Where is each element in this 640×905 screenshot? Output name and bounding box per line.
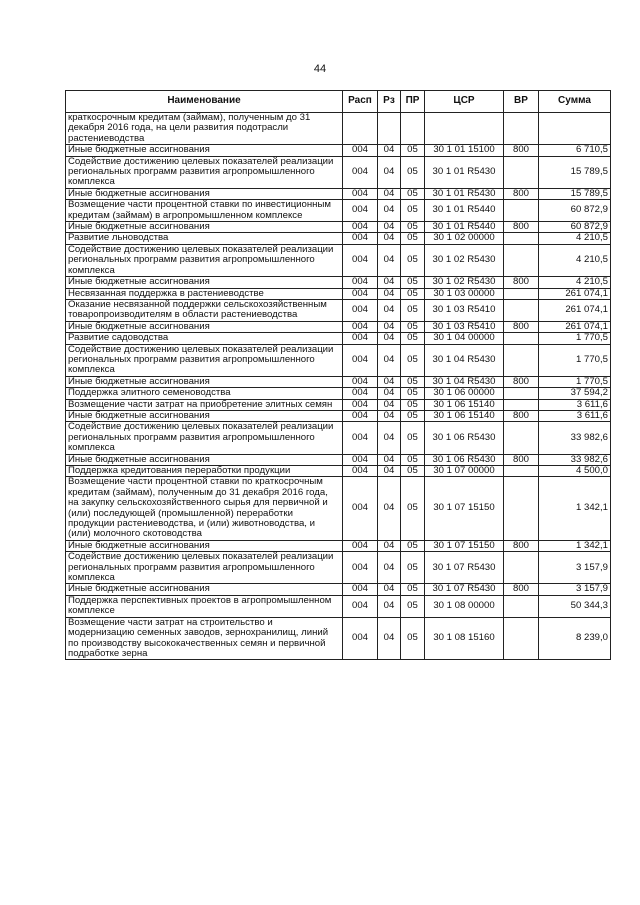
cell-rz: 04 — [378, 277, 401, 288]
cell-sum: 8 239,0 — [539, 617, 611, 660]
cell-vr: 800 — [504, 145, 539, 156]
cell-vr: 800 — [504, 188, 539, 199]
cell-sum: 3 157,9 — [539, 584, 611, 595]
cell-csr: 30 1 01 R5430 — [425, 156, 504, 188]
cell-rasp: 004 — [343, 454, 378, 465]
cell-sum: 4 210,5 — [539, 244, 611, 276]
cell-rz: 04 — [378, 344, 401, 376]
cell-vr: 800 — [504, 277, 539, 288]
cell-csr: 30 1 08 15160 — [425, 617, 504, 660]
cell-vr: 800 — [504, 321, 539, 332]
cell-rasp: 004 — [343, 277, 378, 288]
cell-sum: 15 789,5 — [539, 188, 611, 199]
cell-name: Возмещение части затрат на приобретение элитных семян — [66, 399, 343, 410]
cell-rz: 04 — [378, 200, 401, 222]
table-row — [66, 200, 611, 222]
cell-rasp: 004 — [343, 540, 378, 551]
cell-rasp: 004 — [343, 410, 378, 421]
cell-name: Иные бюджетные ассигнования — [66, 145, 343, 156]
cell-rz: 04 — [378, 399, 401, 410]
cell-vr: 800 — [504, 222, 539, 233]
header-name: Наименование — [66, 91, 343, 113]
cell-vr — [504, 233, 539, 244]
cell-rasp: 004 — [343, 399, 378, 410]
table-row — [66, 222, 611, 233]
cell-csr: 30 1 07 15150 — [425, 540, 504, 551]
cell-pr: 05 — [401, 399, 425, 410]
header-csr: ЦСР — [425, 91, 504, 113]
cell-name: Содействие достижению целевых показателей реализации региональных программ развития агропромышленного комплекса — [66, 244, 343, 276]
table-row — [66, 113, 611, 145]
header-rz: Рз — [378, 91, 401, 113]
cell-vr — [504, 466, 539, 477]
cell-vr — [504, 477, 539, 540]
table-row — [66, 584, 611, 595]
cell-rz — [378, 113, 401, 145]
table-row — [66, 376, 611, 387]
header-sum: Сумма — [539, 91, 611, 113]
cell-vr: 800 — [504, 540, 539, 551]
cell-rasp: 004 — [343, 222, 378, 233]
cell-csr: 30 1 07 R5430 — [425, 584, 504, 595]
cell-sum: 261 074,1 — [539, 299, 611, 321]
table-row — [66, 299, 611, 321]
table-row — [66, 288, 611, 299]
cell-rasp: 004 — [343, 145, 378, 156]
cell-sum: 4 210,5 — [539, 233, 611, 244]
cell-pr: 05 — [401, 410, 425, 421]
cell-name: Иные бюджетные ассигнования — [66, 584, 343, 595]
cell-sum: 60 872,9 — [539, 200, 611, 222]
cell-rz: 04 — [378, 288, 401, 299]
cell-sum: 1 342,1 — [539, 540, 611, 551]
cell-vr — [504, 617, 539, 660]
table-row — [66, 145, 611, 156]
cell-rz: 04 — [378, 156, 401, 188]
cell-rz: 04 — [378, 477, 401, 540]
table-row — [66, 552, 611, 584]
cell-name: Возмещение части процентной ставки по краткосрочным кредитам (займам), полученным до 31 декабря 2016 года, на закупку сельскохозяйственного сырья для первичной и (или) последующей (промышленной) переработки продукции растениеводства, и (или) животноводства, и (или) молочного скотоводства — [66, 477, 343, 540]
cell-csr: 30 1 01 R5430 — [425, 188, 504, 199]
cell-csr: 30 1 03 R5410 — [425, 299, 504, 321]
table-row — [66, 454, 611, 465]
cell-vr — [504, 200, 539, 222]
cell-rasp: 004 — [343, 584, 378, 595]
cell-rz: 04 — [378, 584, 401, 595]
cell-rz: 04 — [378, 388, 401, 399]
cell-name: Оказание несвязанной поддержки сельскохозяйственным товаропроизводителям в области растениеводства — [66, 299, 343, 321]
cell-csr: 30 1 01 R5440 — [425, 222, 504, 233]
cell-csr: 30 1 03 00000 — [425, 288, 504, 299]
cell-name: Иные бюджетные ассигнования — [66, 410, 343, 421]
cell-rz: 04 — [378, 188, 401, 199]
cell-rz: 04 — [378, 466, 401, 477]
table-row — [66, 410, 611, 421]
cell-vr — [504, 299, 539, 321]
cell-pr: 05 — [401, 344, 425, 376]
cell-rasp: 004 — [343, 344, 378, 376]
cell-csr: 30 1 06 15140 — [425, 410, 504, 421]
table-row — [66, 388, 611, 399]
cell-csr: 30 1 02 R5430 — [425, 277, 504, 288]
cell-rz: 04 — [378, 333, 401, 344]
cell-rz: 04 — [378, 540, 401, 551]
cell-name: Возмещение части затрат на строительство и модернизацию семенных заводов, зернохранилищ, линий по производству высококачественных семян и первичной подработке зерна — [66, 617, 343, 660]
cell-rasp: 004 — [343, 233, 378, 244]
cell-rz: 04 — [378, 454, 401, 465]
cell-pr: 05 — [401, 145, 425, 156]
cell-csr: 30 1 02 00000 — [425, 233, 504, 244]
cell-pr: 05 — [401, 244, 425, 276]
cell-sum: 33 982,6 — [539, 454, 611, 465]
cell-sum: 6 710,5 — [539, 145, 611, 156]
cell-rasp: 004 — [343, 552, 378, 584]
table-row — [66, 233, 611, 244]
cell-csr: 30 1 07 15150 — [425, 477, 504, 540]
cell-pr: 05 — [401, 188, 425, 199]
table-row — [66, 188, 611, 199]
cell-sum: 60 872,9 — [539, 222, 611, 233]
cell-rasp: 004 — [343, 595, 378, 617]
cell-rz: 04 — [378, 244, 401, 276]
cell-sum: 4 500,0 — [539, 466, 611, 477]
cell-pr: 05 — [401, 299, 425, 321]
cell-pr: 05 — [401, 617, 425, 660]
table-row — [66, 333, 611, 344]
cell-sum: 261 074,1 — [539, 288, 611, 299]
cell-sum: 1 342,1 — [539, 477, 611, 540]
cell-name: Иные бюджетные ассигнования — [66, 540, 343, 551]
cell-pr: 05 — [401, 376, 425, 387]
table-row — [66, 244, 611, 276]
page-number: 44 — [313, 63, 327, 75]
cell-rz: 04 — [378, 552, 401, 584]
cell-name: Развитие садоводства — [66, 333, 343, 344]
cell-rz: 04 — [378, 617, 401, 660]
cell-vr — [504, 595, 539, 617]
cell-vr: 800 — [504, 376, 539, 387]
table-row — [66, 277, 611, 288]
cell-vr — [504, 422, 539, 454]
table-row — [66, 321, 611, 332]
cell-name: Поддержка перспективных проектов в агропромышленном комплексе — [66, 595, 343, 617]
cell-rasp — [343, 113, 378, 145]
cell-csr: 30 1 06 15140 — [425, 399, 504, 410]
cell-pr: 05 — [401, 477, 425, 540]
cell-name: Содействие достижению целевых показателей реализации региональных программ развития агропромышленного комплекса — [66, 552, 343, 584]
cell-rz: 04 — [378, 233, 401, 244]
cell-pr: 05 — [401, 454, 425, 465]
header-rasp: Расп — [343, 91, 378, 113]
cell-name: Несвязанная поддержка в растениеводстве — [66, 288, 343, 299]
cell-sum: 3 611,6 — [539, 399, 611, 410]
cell-csr: 30 1 06 R5430 — [425, 454, 504, 465]
cell-name: Развитие льноводства — [66, 233, 343, 244]
cell-vr — [504, 399, 539, 410]
cell-pr: 05 — [401, 552, 425, 584]
table-row — [66, 595, 611, 617]
cell-vr — [504, 156, 539, 188]
cell-rasp: 004 — [343, 477, 378, 540]
cell-csr: 30 1 06 R5430 — [425, 422, 504, 454]
cell-rasp: 004 — [343, 156, 378, 188]
cell-sum: 15 789,5 — [539, 156, 611, 188]
cell-name: Иные бюджетные ассигнования — [66, 222, 343, 233]
cell-pr: 05 — [401, 288, 425, 299]
table-row — [66, 399, 611, 410]
cell-sum: 3 611,6 — [539, 410, 611, 421]
cell-csr: 30 1 01 15100 — [425, 145, 504, 156]
cell-csr: 30 1 02 R5430 — [425, 244, 504, 276]
cell-sum: 33 982,6 — [539, 422, 611, 454]
cell-csr: 30 1 01 R5440 — [425, 200, 504, 222]
cell-sum: 4 210,5 — [539, 277, 611, 288]
cell-csr: 30 1 04 R5430 — [425, 376, 504, 387]
cell-rasp: 004 — [343, 333, 378, 344]
cell-pr: 05 — [401, 277, 425, 288]
cell-rasp: 004 — [343, 299, 378, 321]
cell-pr: 05 — [401, 233, 425, 244]
cell-vr: 800 — [504, 584, 539, 595]
cell-csr: 30 1 04 00000 — [425, 333, 504, 344]
table-row — [66, 540, 611, 551]
cell-name: Содействие достижению целевых показателей реализации региональных программ развития агропромышленного комплекса — [66, 422, 343, 454]
cell-pr: 05 — [401, 222, 425, 233]
cell-vr — [504, 113, 539, 145]
cell-csr: 30 1 03 R5410 — [425, 321, 504, 332]
cell-name: Содействие достижению целевых показателей реализации региональных программ развития агропромышленного комплекса — [66, 156, 343, 188]
cell-rasp: 004 — [343, 188, 378, 199]
cell-sum: 50 344,3 — [539, 595, 611, 617]
table-row — [66, 422, 611, 454]
cell-rasp: 004 — [343, 376, 378, 387]
cell-rz: 04 — [378, 422, 401, 454]
cell-rasp: 004 — [343, 466, 378, 477]
cell-rz: 04 — [378, 222, 401, 233]
cell-pr: 05 — [401, 388, 425, 399]
table-header-row — [66, 91, 611, 113]
header-pr: ПР — [401, 91, 425, 113]
cell-vr: 800 — [504, 410, 539, 421]
cell-rz: 04 — [378, 299, 401, 321]
cell-rasp: 004 — [343, 244, 378, 276]
table-row — [66, 466, 611, 477]
cell-pr: 05 — [401, 200, 425, 222]
cell-rasp: 004 — [343, 321, 378, 332]
cell-rz: 04 — [378, 410, 401, 421]
cell-name: Возмещение части процентной ставки по инвестиционным кредитам (займам) в агропромышленном комплексе — [66, 200, 343, 222]
cell-name: Иные бюджетные ассигнования — [66, 188, 343, 199]
cell-rz: 04 — [378, 376, 401, 387]
cell-rz: 04 — [378, 595, 401, 617]
cell-rasp: 004 — [343, 388, 378, 399]
cell-csr: 30 1 07 R5430 — [425, 552, 504, 584]
cell-name: Поддержка кредитования переработки продукции — [66, 466, 343, 477]
cell-vr — [504, 388, 539, 399]
cell-csr: 30 1 04 R5430 — [425, 344, 504, 376]
cell-rz: 04 — [378, 145, 401, 156]
cell-pr: 05 — [401, 156, 425, 188]
cell-rz: 04 — [378, 321, 401, 332]
cell-vr — [504, 552, 539, 584]
cell-sum: 1 770,5 — [539, 376, 611, 387]
header-vr: ВР — [504, 91, 539, 113]
cell-vr — [504, 344, 539, 376]
table-row — [66, 344, 611, 376]
cell-rasp: 004 — [343, 617, 378, 660]
cell-name: Поддержка элитного семеноводства — [66, 388, 343, 399]
cell-sum: 1 770,5 — [539, 344, 611, 376]
cell-sum: 1 770,5 — [539, 333, 611, 344]
cell-vr — [504, 244, 539, 276]
cell-name: Содействие достижению целевых показателей реализации региональных программ развития агропромышленного комплекса — [66, 344, 343, 376]
cell-rasp: 004 — [343, 200, 378, 222]
cell-name: Иные бюджетные ассигнования — [66, 454, 343, 465]
cell-pr: 05 — [401, 422, 425, 454]
cell-pr: 05 — [401, 540, 425, 551]
cell-sum: 3 157,9 — [539, 552, 611, 584]
cell-csr — [425, 113, 504, 145]
cell-name: Иные бюджетные ассигнования — [66, 321, 343, 332]
cell-rasp: 004 — [343, 422, 378, 454]
table-body — [66, 113, 611, 660]
cell-pr — [401, 113, 425, 145]
cell-rasp: 004 — [343, 288, 378, 299]
table-row — [66, 156, 611, 188]
cell-vr — [504, 288, 539, 299]
cell-pr: 05 — [401, 595, 425, 617]
cell-csr: 30 1 07 00000 — [425, 466, 504, 477]
cell-pr: 05 — [401, 584, 425, 595]
cell-pr: 05 — [401, 321, 425, 332]
table-row — [66, 617, 611, 660]
cell-sum — [539, 113, 611, 145]
budget-table — [65, 90, 611, 660]
cell-vr: 800 — [504, 454, 539, 465]
cell-pr: 05 — [401, 333, 425, 344]
cell-csr: 30 1 08 00000 — [425, 595, 504, 617]
cell-pr: 05 — [401, 466, 425, 477]
cell-vr — [504, 333, 539, 344]
cell-csr: 30 1 06 00000 — [425, 388, 504, 399]
cell-name: Иные бюджетные ассигнования — [66, 277, 343, 288]
cell-name: Иные бюджетные ассигнования — [66, 376, 343, 387]
cell-sum: 37 594,2 — [539, 388, 611, 399]
cell-sum: 261 074,1 — [539, 321, 611, 332]
table-row — [66, 477, 611, 540]
cell-name: краткосрочным кредитам (займам), полученным до 31 декабря 2016 года, на цели развития подотрасли растениеводства — [66, 113, 343, 145]
